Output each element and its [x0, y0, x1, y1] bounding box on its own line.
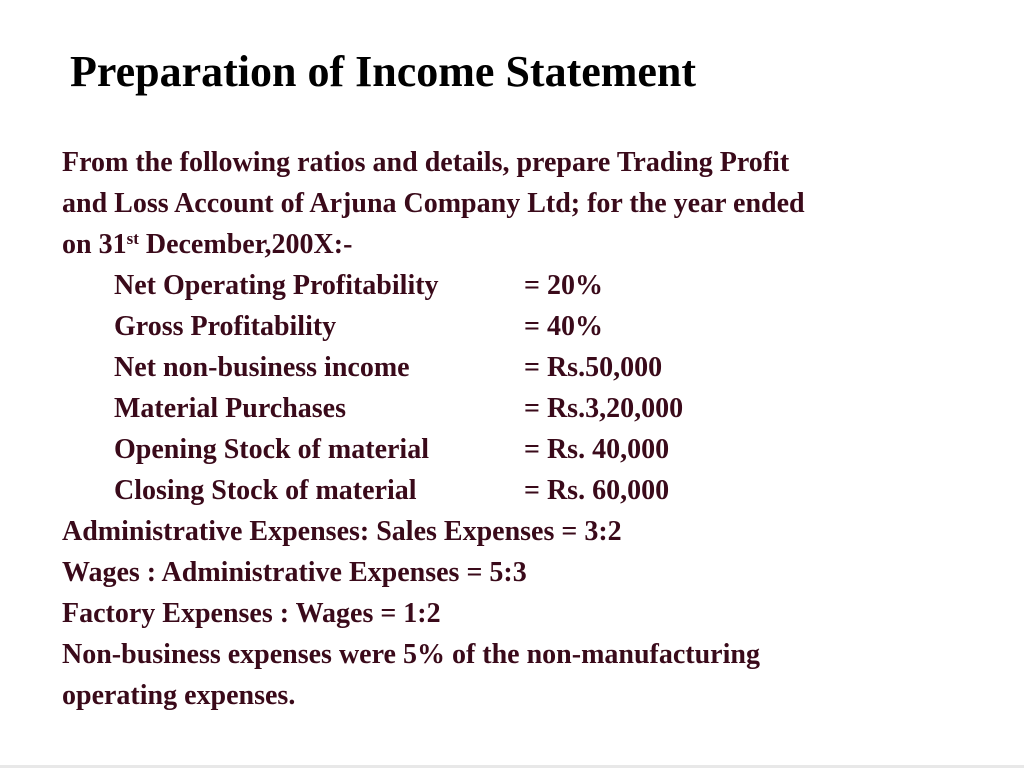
detail-value: = Rs. 40,000	[524, 434, 670, 465]
intro-date-superscript: st	[126, 229, 139, 248]
detail-value: = Rs.50,000	[524, 352, 663, 383]
detail-item-gross-profitability	[62, 306, 992, 347]
detail-item-opening-stock	[62, 429, 992, 470]
ratio-admin-sales: Administrative Expenses: Sales Expenses = 3:2	[62, 516, 622, 547]
detail-item-closing-stock	[62, 470, 992, 511]
closing-line-1: Non-business expenses were 5% of the non-manufacturing	[62, 639, 760, 670]
detail-label: Net non-business income	[114, 352, 410, 383]
detail-item-material-purchases	[62, 388, 992, 429]
closing-line-2: operating expenses.	[62, 680, 296, 711]
detail-value: = 40%	[524, 311, 603, 342]
detail-item-net-operating-profitability	[62, 265, 992, 306]
detail-value: = Rs.3,20,000	[524, 393, 684, 424]
intro-date-prefix: on 31	[62, 229, 127, 260]
detail-label: Gross Profitability	[114, 311, 337, 342]
detail-label: Material Purchases	[114, 393, 346, 424]
intro-line-3	[62, 224, 992, 265]
slide-title: Preparation of Income Statement	[70, 47, 697, 96]
detail-value: = 20%	[524, 270, 603, 301]
detail-label: Net Operating Profitability	[114, 270, 439, 301]
ratio-wages-admin: Wages : Administrative Expenses = 5:3	[62, 557, 527, 588]
ratio-factory-wages: Factory Expenses : Wages = 1:2	[62, 598, 441, 629]
problem-statement	[62, 142, 992, 716]
detail-label: Closing Stock of material	[114, 475, 417, 506]
detail-label: Opening Stock of material	[114, 434, 429, 465]
detail-item-net-non-business-income	[62, 347, 992, 388]
intro-date-suffix: December,200X:-	[138, 229, 353, 260]
intro-line-1: From the following ratios and details, prepare Trading Profit	[62, 147, 790, 178]
detail-value: = Rs. 60,000	[524, 475, 670, 506]
intro-line-2: and Loss Account of Arjuna Company Ltd; for the year ended	[62, 188, 805, 219]
